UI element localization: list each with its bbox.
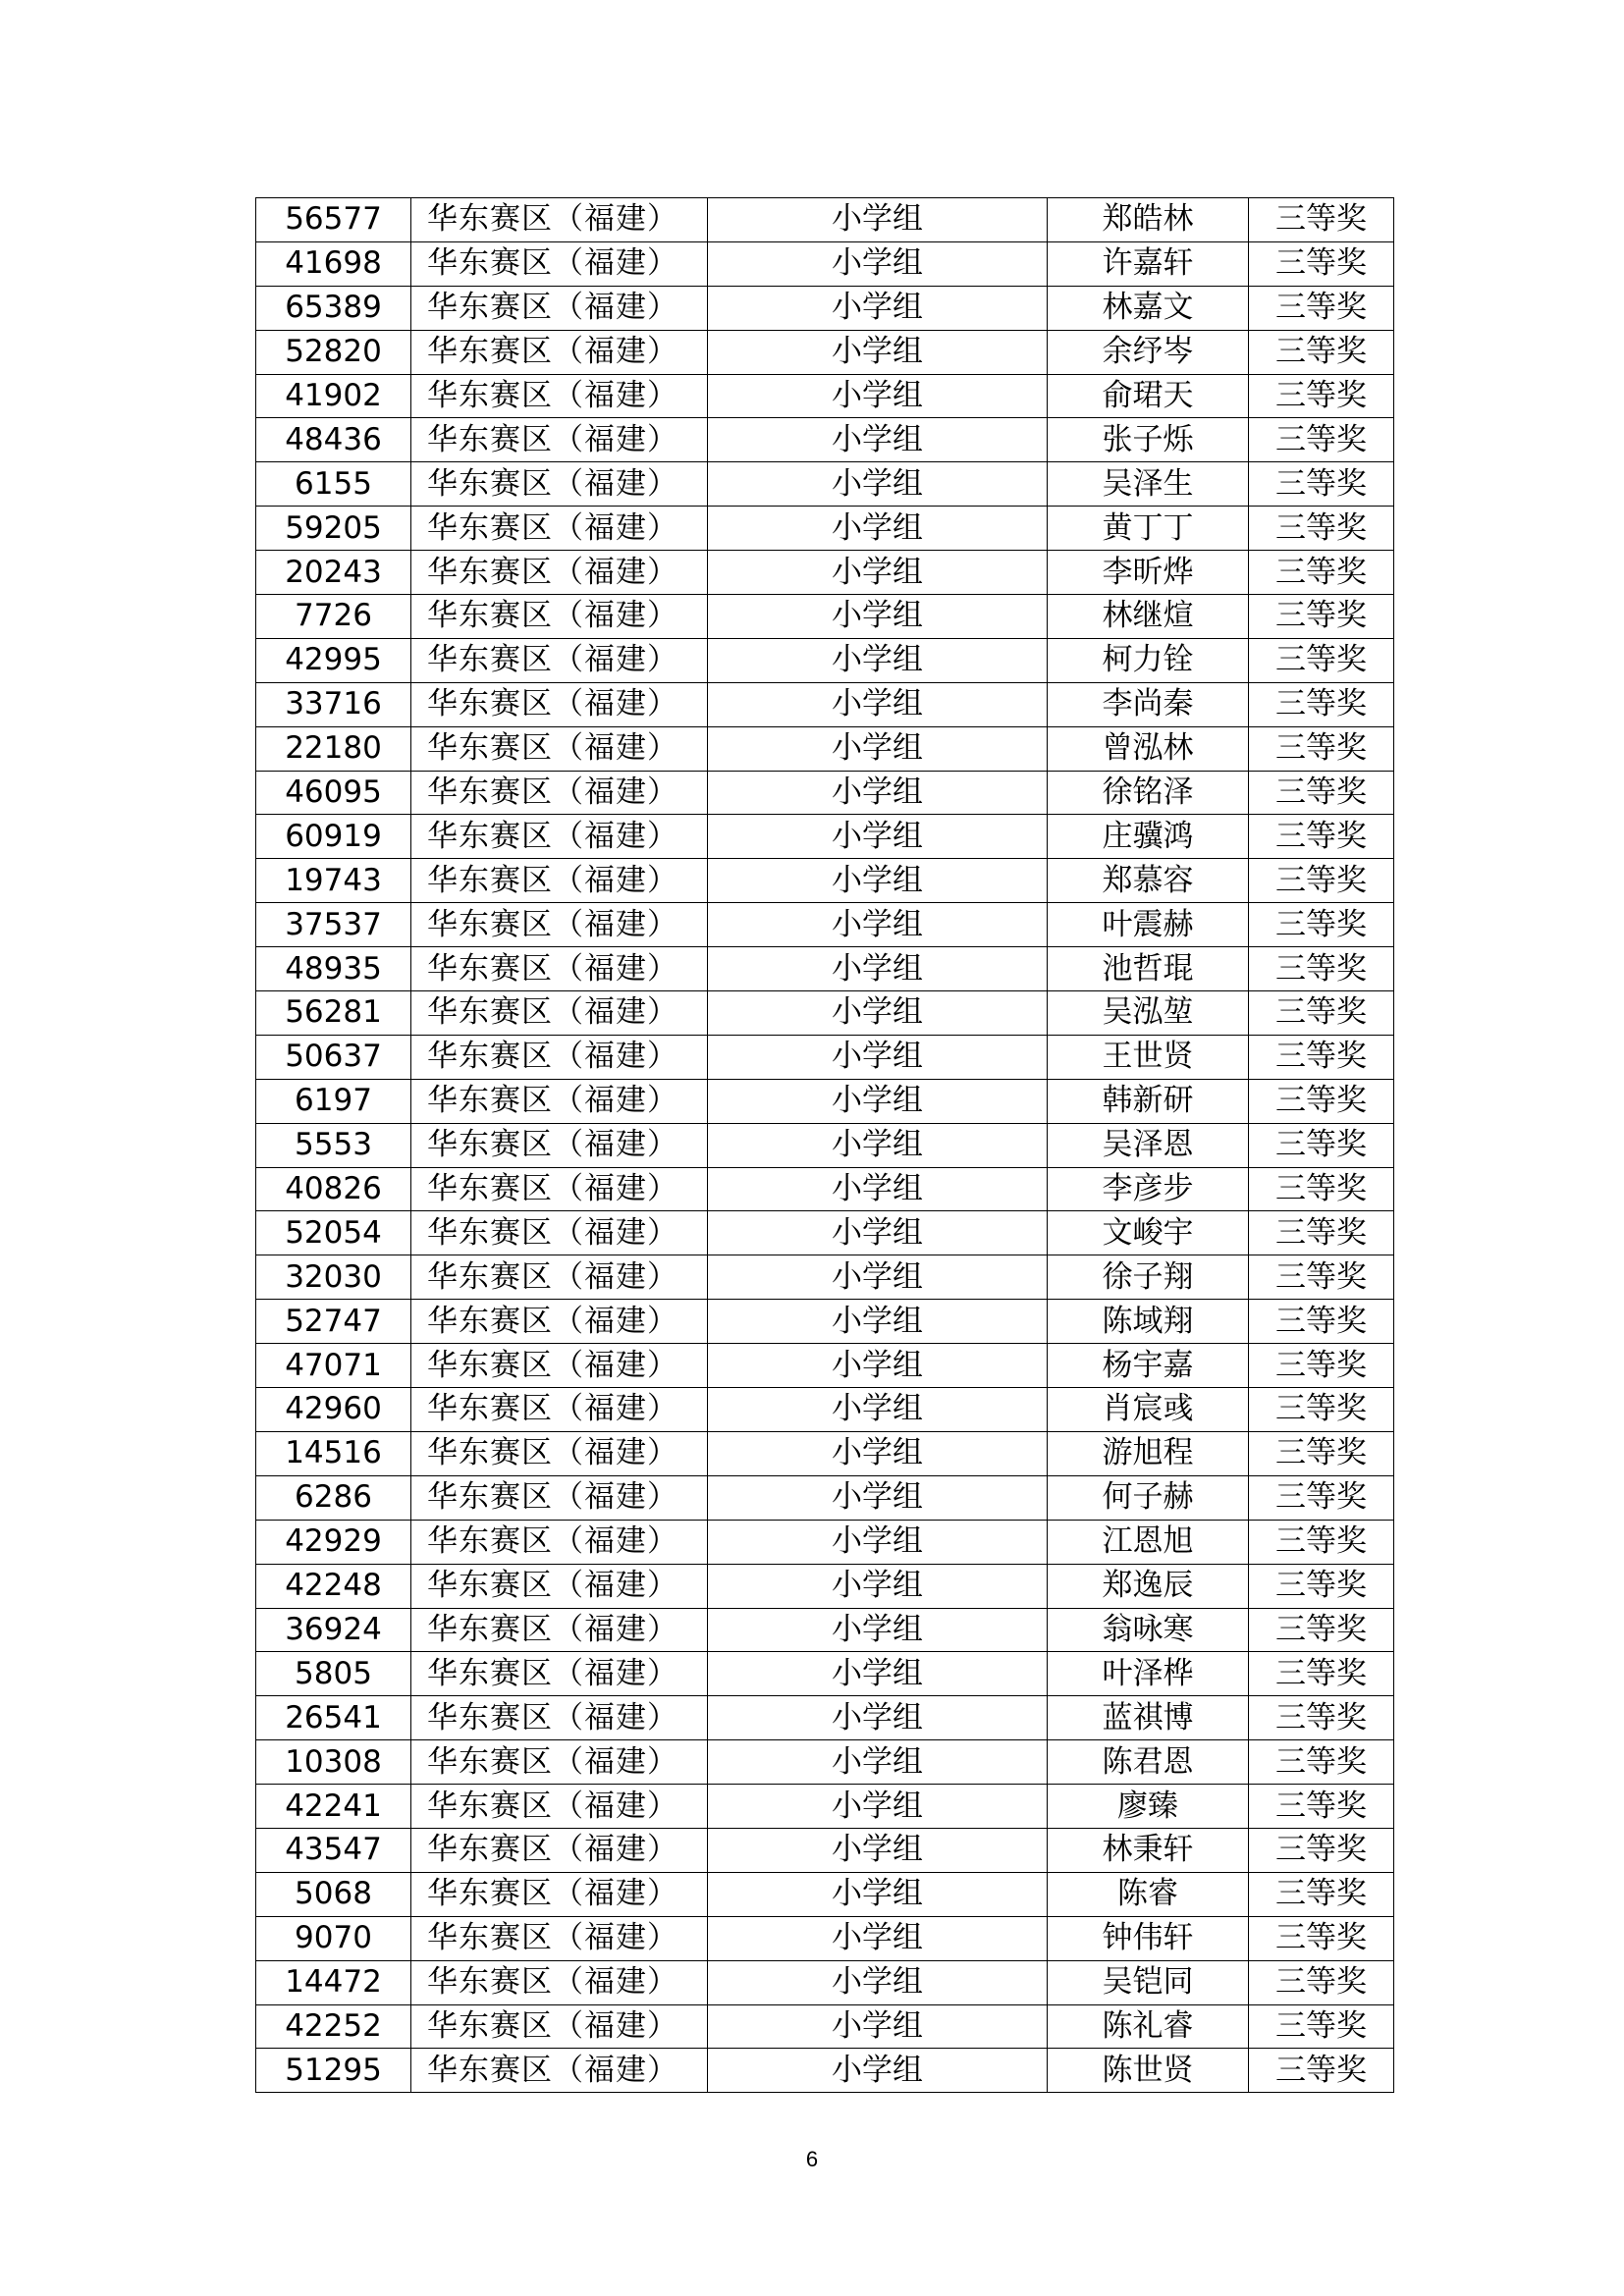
award-cell: 三等奖 xyxy=(1249,374,1394,418)
award-cell: 三等奖 xyxy=(1249,1564,1394,1608)
table-row xyxy=(256,1608,1394,1652)
name-cell: 肖宸彧 xyxy=(1048,1388,1249,1432)
region-cell: 华东赛区（福建） xyxy=(411,859,708,903)
award-cell: 三等奖 xyxy=(1249,1475,1394,1520)
award-cell: 三等奖 xyxy=(1249,2004,1394,2049)
group-cell: 小学组 xyxy=(708,198,1048,242)
region-cell: 华东赛区（福建） xyxy=(411,1872,708,1916)
id-cell: 6197 xyxy=(256,1079,411,1123)
region-cell: 华东赛区（福建） xyxy=(411,330,708,374)
award-cell: 三等奖 xyxy=(1249,1520,1394,1564)
award-cell: 三等奖 xyxy=(1249,1211,1394,1255)
name-cell: 陈君恩 xyxy=(1048,1740,1249,1785)
table-row xyxy=(256,1079,1394,1123)
table-row xyxy=(256,1255,1394,1300)
name-cell: 郑慕容 xyxy=(1048,859,1249,903)
table-row xyxy=(256,1785,1394,1829)
region-cell: 华东赛区（福建） xyxy=(411,991,708,1036)
group-cell: 小学组 xyxy=(708,1960,1048,2004)
id-cell: 40826 xyxy=(256,1167,411,1211)
name-cell: 吴铠同 xyxy=(1048,1960,1249,2004)
id-cell: 32030 xyxy=(256,1255,411,1300)
region-cell: 华东赛区（福建） xyxy=(411,1785,708,1829)
award-cell: 三等奖 xyxy=(1249,418,1394,462)
group-cell: 小学组 xyxy=(708,682,1048,726)
id-cell: 36924 xyxy=(256,1608,411,1652)
region-cell: 华东赛区（福建） xyxy=(411,241,708,286)
group-cell: 小学组 xyxy=(708,2004,1048,2049)
region-cell: 华东赛区（福建） xyxy=(411,286,708,330)
group-cell: 小学组 xyxy=(708,507,1048,551)
table-row xyxy=(256,1872,1394,1916)
id-cell: 50637 xyxy=(256,1035,411,1079)
award-cell: 三等奖 xyxy=(1249,1696,1394,1740)
name-cell: 庄骥鸿 xyxy=(1048,815,1249,859)
award-cell: 三等奖 xyxy=(1249,1785,1394,1829)
id-cell: 42248 xyxy=(256,1564,411,1608)
name-cell: 文峻宇 xyxy=(1048,1211,1249,1255)
id-cell: 42960 xyxy=(256,1388,411,1432)
group-cell: 小学组 xyxy=(708,859,1048,903)
name-cell: 何子赫 xyxy=(1048,1475,1249,1520)
group-cell: 小学组 xyxy=(708,991,1048,1036)
group-cell: 小学组 xyxy=(708,1828,1048,1872)
group-cell: 小学组 xyxy=(708,771,1048,815)
award-cell: 三等奖 xyxy=(1249,726,1394,771)
id-cell: 60919 xyxy=(256,815,411,859)
name-cell: 陈域翔 xyxy=(1048,1300,1249,1344)
award-cell: 三等奖 xyxy=(1249,638,1394,682)
page-number: 6 xyxy=(805,2147,819,2171)
award-cell: 三等奖 xyxy=(1249,198,1394,242)
id-cell: 48935 xyxy=(256,947,411,991)
region-cell: 华东赛区（福建） xyxy=(411,1608,708,1652)
award-cell: 三等奖 xyxy=(1249,815,1394,859)
award-cell: 三等奖 xyxy=(1249,1079,1394,1123)
region-cell: 华东赛区（福建） xyxy=(411,1520,708,1564)
name-cell: 林继煊 xyxy=(1048,595,1249,639)
group-cell: 小学组 xyxy=(708,2049,1048,2093)
table-row xyxy=(256,771,1394,815)
region-cell: 华东赛区（福建） xyxy=(411,815,708,859)
name-cell: 林秉轩 xyxy=(1048,1828,1249,1872)
region-cell: 华东赛区（福建） xyxy=(411,1344,708,1388)
region-cell: 华东赛区（福建） xyxy=(411,1388,708,1432)
award-cell: 三等奖 xyxy=(1249,1960,1394,2004)
name-cell: 杨宇嘉 xyxy=(1048,1344,1249,1388)
award-cell: 三等奖 xyxy=(1249,1916,1394,1960)
table-row xyxy=(256,2004,1394,2049)
id-cell: 56577 xyxy=(256,198,411,242)
name-cell: 李昕烨 xyxy=(1048,551,1249,595)
name-cell: 徐子翔 xyxy=(1048,1255,1249,1300)
name-cell: 余纾岑 xyxy=(1048,330,1249,374)
table-row xyxy=(256,1916,1394,1960)
award-cell: 三等奖 xyxy=(1249,1828,1394,1872)
table-row xyxy=(256,1431,1394,1475)
region-cell: 华东赛区（福建） xyxy=(411,771,708,815)
award-cell: 三等奖 xyxy=(1249,1388,1394,1432)
id-cell: 14516 xyxy=(256,1431,411,1475)
table-row xyxy=(256,462,1394,507)
group-cell: 小学组 xyxy=(708,286,1048,330)
id-cell: 65389 xyxy=(256,286,411,330)
name-cell: 许嘉轩 xyxy=(1048,241,1249,286)
name-cell: 张子烁 xyxy=(1048,418,1249,462)
group-cell: 小学组 xyxy=(708,374,1048,418)
group-cell: 小学组 xyxy=(708,1652,1048,1696)
group-cell: 小学组 xyxy=(708,1696,1048,1740)
region-cell: 华东赛区（福建） xyxy=(411,462,708,507)
table-row xyxy=(256,595,1394,639)
table-row xyxy=(256,859,1394,903)
name-cell: 郑逸辰 xyxy=(1048,1564,1249,1608)
group-cell: 小学组 xyxy=(708,1388,1048,1432)
name-cell: 柯力铨 xyxy=(1048,638,1249,682)
group-cell: 小学组 xyxy=(708,1167,1048,1211)
group-cell: 小学组 xyxy=(708,1255,1048,1300)
award-cell: 三等奖 xyxy=(1249,1035,1394,1079)
id-cell: 22180 xyxy=(256,726,411,771)
region-cell: 华东赛区（福建） xyxy=(411,682,708,726)
name-cell: 吴泽恩 xyxy=(1048,1123,1249,1167)
id-cell: 19743 xyxy=(256,859,411,903)
award-cell: 三等奖 xyxy=(1249,771,1394,815)
group-cell: 小学组 xyxy=(708,1123,1048,1167)
region-cell: 华东赛区（福建） xyxy=(411,1079,708,1123)
group-cell: 小学组 xyxy=(708,815,1048,859)
award-cell: 三等奖 xyxy=(1249,1123,1394,1167)
table-row xyxy=(256,198,1394,242)
group-cell: 小学组 xyxy=(708,241,1048,286)
region-cell: 华东赛区（福建） xyxy=(411,551,708,595)
award-cell: 三等奖 xyxy=(1249,1652,1394,1696)
table-row xyxy=(256,507,1394,551)
id-cell: 33716 xyxy=(256,682,411,726)
table-row xyxy=(256,241,1394,286)
table-row xyxy=(256,330,1394,374)
table-row xyxy=(256,1828,1394,1872)
table-row xyxy=(256,1344,1394,1388)
table-row xyxy=(256,903,1394,947)
award-cell: 三等奖 xyxy=(1249,1608,1394,1652)
table-row xyxy=(256,286,1394,330)
id-cell: 52747 xyxy=(256,1300,411,1344)
name-cell: 郑皓林 xyxy=(1048,198,1249,242)
id-cell: 46095 xyxy=(256,771,411,815)
id-cell: 20243 xyxy=(256,551,411,595)
id-cell: 42929 xyxy=(256,1520,411,1564)
award-cell: 三等奖 xyxy=(1249,241,1394,286)
group-cell: 小学组 xyxy=(708,1475,1048,1520)
region-cell: 华东赛区（福建） xyxy=(411,726,708,771)
group-cell: 小学组 xyxy=(708,1079,1048,1123)
name-cell: 陈睿 xyxy=(1048,1872,1249,1916)
region-cell: 华东赛区（福建） xyxy=(411,507,708,551)
region-cell: 华东赛区（福建） xyxy=(411,1035,708,1079)
table-row xyxy=(256,682,1394,726)
table-row xyxy=(256,638,1394,682)
award-cell: 三等奖 xyxy=(1249,947,1394,991)
award-cell: 三等奖 xyxy=(1249,1872,1394,1916)
table-row xyxy=(256,1696,1394,1740)
id-cell: 7726 xyxy=(256,595,411,639)
award-cell: 三等奖 xyxy=(1249,903,1394,947)
name-cell: 陈礼睿 xyxy=(1048,2004,1249,2049)
id-cell: 5553 xyxy=(256,1123,411,1167)
id-cell: 10308 xyxy=(256,1740,411,1785)
award-cell: 三等奖 xyxy=(1249,286,1394,330)
award-cell: 三等奖 xyxy=(1249,1431,1394,1475)
region-cell: 华东赛区（福建） xyxy=(411,638,708,682)
name-cell: 王世贤 xyxy=(1048,1035,1249,1079)
id-cell: 5805 xyxy=(256,1652,411,1696)
group-cell: 小学组 xyxy=(708,1344,1048,1388)
award-cell: 三等奖 xyxy=(1249,462,1394,507)
region-cell: 华东赛区（福建） xyxy=(411,374,708,418)
award-cell: 三等奖 xyxy=(1249,507,1394,551)
table-row xyxy=(256,1652,1394,1696)
name-cell: 蓝祺博 xyxy=(1048,1696,1249,1740)
name-cell: 林嘉文 xyxy=(1048,286,1249,330)
table-row xyxy=(256,1388,1394,1432)
region-cell: 华东赛区（福建） xyxy=(411,1960,708,2004)
group-cell: 小学组 xyxy=(708,462,1048,507)
group-cell: 小学组 xyxy=(708,1035,1048,1079)
region-cell: 华东赛区（福建） xyxy=(411,2049,708,2093)
table-row xyxy=(256,551,1394,595)
group-cell: 小学组 xyxy=(708,1211,1048,1255)
table-row xyxy=(256,1475,1394,1520)
region-cell: 华东赛区（福建） xyxy=(411,418,708,462)
table-row xyxy=(256,1123,1394,1167)
table-row xyxy=(256,991,1394,1036)
id-cell: 5068 xyxy=(256,1872,411,1916)
award-cell: 三等奖 xyxy=(1249,1167,1394,1211)
region-cell: 华东赛区（福建） xyxy=(411,1475,708,1520)
award-table-body xyxy=(256,198,1394,2093)
award-cell: 三等奖 xyxy=(1249,595,1394,639)
award-cell: 三等奖 xyxy=(1249,1300,1394,1344)
name-cell: 陈世贤 xyxy=(1048,2049,1249,2093)
id-cell: 41698 xyxy=(256,241,411,286)
name-cell: 叶泽桦 xyxy=(1048,1652,1249,1696)
group-cell: 小学组 xyxy=(708,1872,1048,1916)
id-cell: 9070 xyxy=(256,1916,411,1960)
table-row xyxy=(256,1300,1394,1344)
award-table xyxy=(255,197,1394,2093)
id-cell: 56281 xyxy=(256,991,411,1036)
id-cell: 41902 xyxy=(256,374,411,418)
region-cell: 华东赛区（福建） xyxy=(411,1211,708,1255)
award-cell: 三等奖 xyxy=(1249,682,1394,726)
id-cell: 47071 xyxy=(256,1344,411,1388)
group-cell: 小学组 xyxy=(708,1608,1048,1652)
id-cell: 59205 xyxy=(256,507,411,551)
region-cell: 华东赛区（福建） xyxy=(411,1828,708,1872)
table-row xyxy=(256,1211,1394,1255)
name-cell: 韩新研 xyxy=(1048,1079,1249,1123)
award-cell: 三等奖 xyxy=(1249,330,1394,374)
id-cell: 42241 xyxy=(256,1785,411,1829)
table-row xyxy=(256,2049,1394,2093)
name-cell: 曾泓林 xyxy=(1048,726,1249,771)
group-cell: 小学组 xyxy=(708,1740,1048,1785)
table-row xyxy=(256,1740,1394,1785)
region-cell: 华东赛区（福建） xyxy=(411,2004,708,2049)
id-cell: 42252 xyxy=(256,2004,411,2049)
name-cell: 江恩旭 xyxy=(1048,1520,1249,1564)
name-cell: 黄丁丁 xyxy=(1048,507,1249,551)
id-cell: 52820 xyxy=(256,330,411,374)
region-cell: 华东赛区（福建） xyxy=(411,1652,708,1696)
id-cell: 37537 xyxy=(256,903,411,947)
name-cell: 吴泽生 xyxy=(1048,462,1249,507)
group-cell: 小学组 xyxy=(708,726,1048,771)
award-cell: 三等奖 xyxy=(1249,551,1394,595)
name-cell: 李彦步 xyxy=(1048,1167,1249,1211)
id-cell: 42995 xyxy=(256,638,411,682)
group-cell: 小学组 xyxy=(708,1520,1048,1564)
award-cell: 三等奖 xyxy=(1249,859,1394,903)
table-row xyxy=(256,1960,1394,2004)
id-cell: 26541 xyxy=(256,1696,411,1740)
group-cell: 小学组 xyxy=(708,1916,1048,1960)
award-cell: 三等奖 xyxy=(1249,1255,1394,1300)
table-row xyxy=(256,1035,1394,1079)
region-cell: 华东赛区（福建） xyxy=(411,947,708,991)
region-cell: 华东赛区（福建） xyxy=(411,1167,708,1211)
award-cell: 三等奖 xyxy=(1249,2049,1394,2093)
id-cell: 48436 xyxy=(256,418,411,462)
id-cell: 6155 xyxy=(256,462,411,507)
name-cell: 吴泓堃 xyxy=(1048,991,1249,1036)
name-cell: 俞珺天 xyxy=(1048,374,1249,418)
table-row xyxy=(256,1520,1394,1564)
id-cell: 52054 xyxy=(256,1211,411,1255)
table-row xyxy=(256,1564,1394,1608)
name-cell: 游旭程 xyxy=(1048,1431,1249,1475)
award-cell: 三等奖 xyxy=(1249,1740,1394,1785)
award-cell: 三等奖 xyxy=(1249,1344,1394,1388)
name-cell: 叶震赫 xyxy=(1048,903,1249,947)
table-row xyxy=(256,1167,1394,1211)
table-row xyxy=(256,374,1394,418)
id-cell: 43547 xyxy=(256,1828,411,1872)
region-cell: 华东赛区（福建） xyxy=(411,1564,708,1608)
region-cell: 华东赛区（福建） xyxy=(411,903,708,947)
name-cell: 池哲琨 xyxy=(1048,947,1249,991)
table-row xyxy=(256,418,1394,462)
group-cell: 小学组 xyxy=(708,1300,1048,1344)
name-cell: 翁咏寒 xyxy=(1048,1608,1249,1652)
group-cell: 小学组 xyxy=(708,1564,1048,1608)
region-cell: 华东赛区（福建） xyxy=(411,1431,708,1475)
award-cell: 三等奖 xyxy=(1249,991,1394,1036)
group-cell: 小学组 xyxy=(708,551,1048,595)
name-cell: 钟伟轩 xyxy=(1048,1916,1249,1960)
region-cell: 华东赛区（福建） xyxy=(411,1300,708,1344)
id-cell: 14472 xyxy=(256,1960,411,2004)
region-cell: 华东赛区（福建） xyxy=(411,1255,708,1300)
table-row xyxy=(256,815,1394,859)
region-cell: 华东赛区（福建） xyxy=(411,595,708,639)
group-cell: 小学组 xyxy=(708,947,1048,991)
group-cell: 小学组 xyxy=(708,1431,1048,1475)
group-cell: 小学组 xyxy=(708,638,1048,682)
table-row xyxy=(256,726,1394,771)
region-cell: 华东赛区（福建） xyxy=(411,1696,708,1740)
name-cell: 徐铭泽 xyxy=(1048,771,1249,815)
region-cell: 华东赛区（福建） xyxy=(411,1916,708,1960)
region-cell: 华东赛区（福建） xyxy=(411,198,708,242)
id-cell: 6286 xyxy=(256,1475,411,1520)
id-cell: 51295 xyxy=(256,2049,411,2093)
group-cell: 小学组 xyxy=(708,1785,1048,1829)
name-cell: 李尚秦 xyxy=(1048,682,1249,726)
name-cell: 廖臻 xyxy=(1048,1785,1249,1829)
region-cell: 华东赛区（福建） xyxy=(411,1740,708,1785)
group-cell: 小学组 xyxy=(708,418,1048,462)
group-cell: 小学组 xyxy=(708,595,1048,639)
region-cell: 华东赛区（福建） xyxy=(411,1123,708,1167)
group-cell: 小学组 xyxy=(708,903,1048,947)
group-cell: 小学组 xyxy=(708,330,1048,374)
table-row xyxy=(256,947,1394,991)
